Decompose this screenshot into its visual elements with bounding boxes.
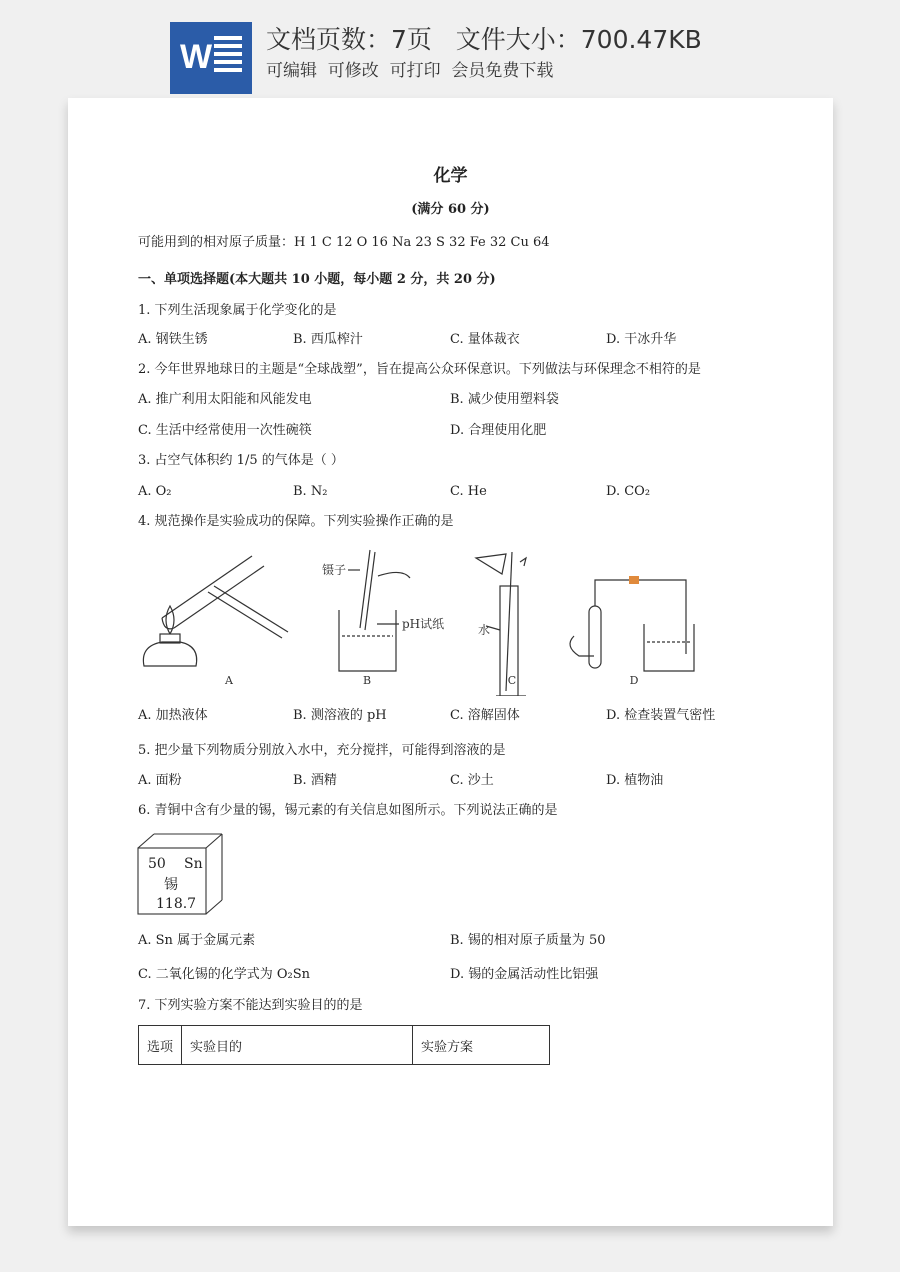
word-document-icon: W <box>170 22 252 94</box>
question-stem: 1. 下列生活现象属于化学变化的是 <box>138 303 337 318</box>
section-heading: 一、单项选择题(本大题共 10 小题，每小题 2 分，共 20 分) <box>138 272 496 287</box>
option: C. 二氧化锡的化学式为 O₂Sn <box>138 967 311 982</box>
element-symbol: Sn <box>184 856 203 872</box>
tweezers-label: 镊子 <box>322 563 347 577</box>
doc-subtitle: (满分 60 分) <box>411 202 490 217</box>
ph-measure-diagram <box>339 550 410 671</box>
figure-label: B <box>362 674 372 687</box>
element-card <box>138 834 208 914</box>
question-stem: 4. 规范操作是实验成功的保障。下列实验操作正确的是 <box>138 514 454 529</box>
option: B. 测溶液的 pH <box>293 708 387 723</box>
option: D. 合理使用化肥 <box>450 423 547 438</box>
option: C. 生活中经常使用一次性碗筷 <box>138 423 312 438</box>
option: B. 锡的相对原子质量为 50 <box>450 933 606 948</box>
option: D. 检查装置气密性 <box>606 708 716 723</box>
lab-operations-figure <box>134 546 734 696</box>
question-stem: 7. 下列实验方案不能达到实验目的的是 <box>138 998 363 1013</box>
doc-title: 化学 <box>433 166 468 186</box>
option: A. 加热液体 <box>138 708 208 723</box>
option: B. 减少使用塑料袋 <box>450 392 559 407</box>
atomic-mass: 118.7 <box>156 896 197 912</box>
option: C. He <box>450 484 487 499</box>
option: A. 推广利用太阳能和风能发电 <box>138 392 312 407</box>
experiment-table <box>138 1025 550 1065</box>
option: C. 量体裁衣 <box>450 332 520 347</box>
figure-label: D <box>629 674 639 687</box>
question-stem: 5. 把少量下列物质分别放入水中，充分搅拌，可能得到溶液的是 <box>138 743 506 758</box>
airtightness-diagram <box>570 576 694 671</box>
element-name: 锡 <box>164 877 178 893</box>
option: D. CO₂ <box>606 484 651 499</box>
feature-list: 可编辑 可修改 可打印 会员免费下载 <box>266 61 554 81</box>
water-label: 水 <box>478 623 491 637</box>
figure-label: C <box>507 674 517 687</box>
heating-liquid-diagram <box>143 556 288 666</box>
document-page <box>68 98 833 1226</box>
atomic-masses: 可能用到的相对原子质量：H 1 C 12 O 16 Na 23 S 32 Fe 32 Cu 64 <box>138 235 550 250</box>
option: C. 沙土 <box>450 773 494 788</box>
file-size: 文件大小：700.47KB <box>455 25 702 54</box>
option: D. 干冰升华 <box>606 332 677 347</box>
option: B. 酒精 <box>293 773 337 788</box>
option: B. N₂ <box>293 484 328 499</box>
option: C. 溶解固体 <box>450 708 520 723</box>
page-count: 文档页数：7页 <box>266 25 432 54</box>
option: D. 锡的金属活动性比铝强 <box>450 967 599 982</box>
option: A. Sn 属于金属元素 <box>138 933 256 948</box>
option: A. 面粉 <box>138 773 182 788</box>
question-stem: 6. 青铜中含有少量的锡，锡元素的有关信息如图所示。下列说法正确的是 <box>138 803 558 818</box>
option: B. 西瓜榨汁 <box>293 332 363 347</box>
option: D. 植物油 <box>606 773 664 788</box>
table-header: 实验方案 <box>413 1026 550 1065</box>
question-stem: 2. 今年世界地球日的主题是“全球战塑”，旨在提高公众环保意识。下列做法与环保理念不相符的是 <box>138 362 701 377</box>
atomic-number: 50 <box>148 856 166 872</box>
option: A. O₂ <box>138 484 172 499</box>
ph-paper-label: pH试纸 <box>402 617 445 631</box>
option: A. 钢铁生锈 <box>138 332 208 347</box>
download-banner <box>0 0 900 96</box>
figure-label: A <box>225 674 233 687</box>
table-header: 实验目的 <box>182 1026 413 1065</box>
question-stem: 3. 占空气体积约 1/5 的气体是（ ） <box>138 453 344 468</box>
table-header: 选项 <box>139 1026 182 1065</box>
